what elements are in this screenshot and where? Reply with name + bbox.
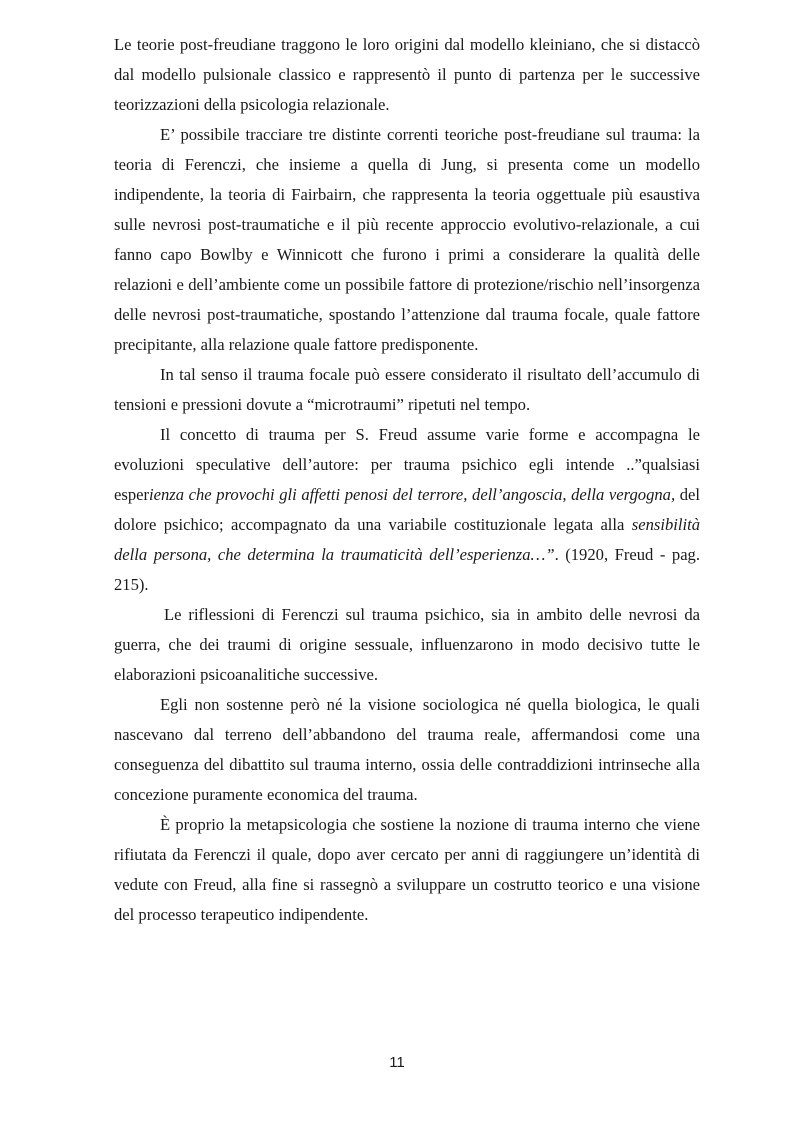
paragraph-3: In tal senso il trauma focale può essere considerato il risultato dell’accumulo di tensioni e pressioni dovute a “microtraumi” ripetuti nel tempo.	[114, 365, 700, 414]
paragraph-1: Le teorie post-freudiane traggono le loro origini dal modello kleiniano, che si distaccò dal modello pulsionale classico e rappresentò il punto di partenza per le successive teorizzazioni della psicologia relazionale.	[114, 35, 700, 114]
paragraph-4	[114, 420, 700, 600]
paragraph-4-italic-b: sensibilità della persona, che determina la traumaticità dell’esperienza…”	[114, 515, 700, 564]
paragraph-4-text-b: del dolore psichico; accompagnato da una variabile costituzionale legata alla	[114, 485, 700, 534]
page-body	[114, 30, 700, 930]
paragraph-7: È proprio la metapsicologia che sostiene la nozione di trauma interno che viene rifiutata da Ferenczi il quale, dopo aver cercato per anni di raggiungere un’identità di vedute con Freud, alla fine si rassegnò a sviluppare un costrutto teorico e una visione del processo terapeutico indipendente.	[114, 815, 700, 924]
paragraph-4-text-a: Il concetto di trauma per S. Freud assume varie forme e accompagna le evoluzioni speculative dell’autore: per trauma psichico egli intende ..”qualsiasi esper	[114, 425, 700, 504]
paragraph-2: E’ possibile tracciare tre distinte correnti teoriche post-freudiane sul trauma: la teoria di Ferenczi, che insieme a quella di Jung, si presenta come un modello indipendente, la teoria di Fairbairn, che rappresenta la teoria oggettuale più esaustiva sulle nevrosi post-traumatiche e il più recente approccio evolutivo-relazionale, a cui fanno capo Bowlby e Winnicott che furono i primi a considerare la qualità delle relazioni e dell’ambiente come un possibile fattore di protezione/rischio nell’insorgenza delle nevrosi post-traumatiche, spostando l’attenzione dal trauma focale, quale fattore precipitante, alla relazione quale fattore predisponente.	[114, 125, 700, 354]
paragraph-4-text-c: . (1920, Freud - pag. 215).	[114, 545, 701, 594]
paragraph-4-italic-a: ienza che provochi gli affetti penosi del terrore, dell’angoscia, della vergogna,	[149, 485, 676, 504]
page-number: 11	[389, 1054, 405, 1071]
paragraph-6: Egli non sostenne però né la visione sociologica né quella biologica, le quali nascevano dal terreno dell’abbandono del trauma reale, affermandosi come una conseguenza del dibattito sul trauma interno, ossia delle contraddizioni intrinseche alla concezione puramente economica del trauma.	[114, 695, 700, 804]
paragraph-5: Le riflessioni di Ferenczi sul trauma psichico, sia in ambito delle nevrosi da guerra, che dei traumi di origine sessuale, influenzarono in modo decisivo tutte le elaborazioni psicoanalitiche successive.	[114, 605, 700, 684]
